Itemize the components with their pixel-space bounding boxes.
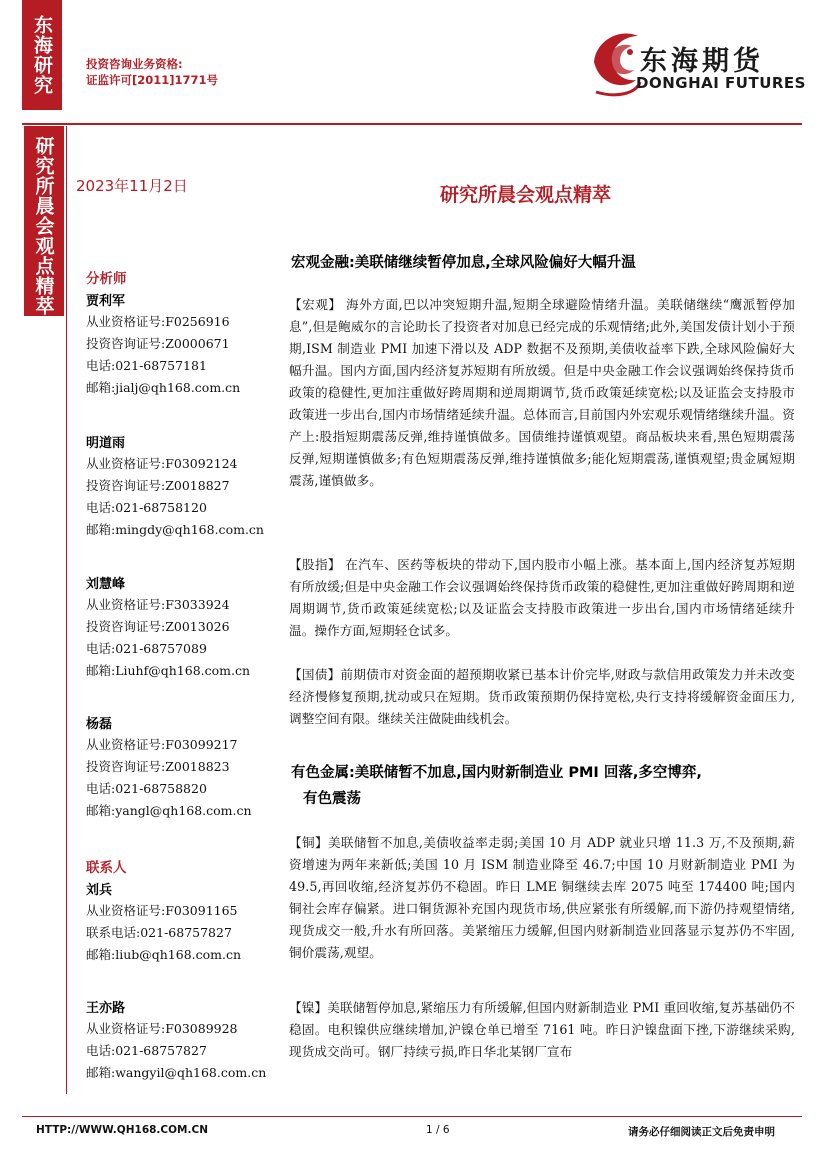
logo-chinese-name: 东海期货 [640,46,764,77]
paragraph-macro: 【宏观】 海外方面,巴以冲突短期升温,短期全球避险情绪升温。美联储继续“鹰派暂停加息”,但是鲍威尔的言论助长了投资者对加息已经完成的乐观情绪;此外,美国发债计划小于预期,ISM 制造业 PMI 加速下滑以及 ADP 数据不及预期,美债收益率下跌,全球风险偏好大幅升温。国内方面,国内经济复苏短期有所放缓。但是中央金融工作会议强调始终保持货币政策的稳健性,更加注重做好跨周期和逆周期调节,货币政策延续宽松;以及证监会支持股市政策进一步出台,国内市场情绪延续升温。总体而言,目前国内外宏观乐观情绪继续升温。资产上:股指短期震荡反弹,维持谨慎做多。国债维持谨慎观望。商品板块来看,黑色短期震荡反弹,短期谨慎做多;有色短期震荡反弹,维持谨慎做多;能化短期震荡,谨慎观望;贵金属短期震荡,谨慎做多。 [289,297,795,488]
section-heading-macro-finance: 宏观金融:美联储继续暂停加息,全球风险偏好大幅升温 [291,255,636,271]
analyst-phone: 电话:021-68758120 [86,500,207,515]
analyst-phone: 电话:021-68757181 [86,358,207,373]
section-heading-line-1: 有色金属:美联储暂不加息,国内财新制造业 PMI 回落,多空博弈, [291,765,702,781]
analyst-email[interactable]: 邮箱:jialj@qh168.com.cn [86,380,241,395]
analyst-card [86,713,252,822]
footer-disclaimer: 请务必仔细阅读正文后免责申明 [628,1126,775,1138]
report-vertical-title: 研究所晨会观点精萃 [24,126,64,316]
analyst-email[interactable]: 邮箱:Liuhf@qh168.com.cn [86,663,251,678]
qualification-line-1: 投资咨询业务资格: [86,57,183,71]
analyst-cert: 从业资格证号:F03099217 [86,737,238,752]
qualification-line-2: 证监许可[2011]1771号 [86,73,219,87]
paragraph-stock-index: 【股指】 在汽车、医药等板块的带动下,国内股市小幅上涨。基本面上,国内经济复苏短期有所放缓;但是中央金融工作会议强调始终保持货币政策的稳健性,更加注重做好跨周期和逆周期调节,货币政策延续宽松;以及证监会支持股市政策进一步出台,国内市场情绪延续升温。操作方面,短期轻仓试多。 [289,557,795,638]
footer-website-link[interactable]: HTTP://WWW.QH168.COM.CN [36,1124,208,1136]
section-heading-nonferrous [291,760,702,812]
contact-card [86,879,241,966]
analyst-email[interactable]: 邮箱:yangl@qh168.com.cn [86,803,252,818]
analyst-consult-cert: 投资咨询证号:Z0013026 [86,619,230,634]
contact-phone: 电话:021-68757827 [86,1043,207,1058]
paragraph-copper: 【铜】美联储暂不加息,美债收益率走弱;美国 10 月 ADP 就业只增 11.3 万,不及预期,薪资增速为两年来新低;美国 10 月 ISM 制造业降至 46.7;中国 10 月财新制造业 PMI 为 49.5,再回收缩,经济复苏仍不稳固。昨日 LME 铜继续去库 2075 吨至 174400 吨;国内铜社会库存偏紧。进口铜货源补充国内现货市场,供应紧张有所缓解,而下游仍持观望情绪,现货成交一般,升水有所回落。美紧缩压力缓解,但国内财新制造业回落显示复苏仍不牢固,铜价震荡,观望。 [289,835,795,960]
analyst-name: 明道雨 [86,436,126,451]
contact-cert: 从业资格证号:F03091165 [86,903,238,918]
analyst-consult-cert: 投资咨询证号:Z0018823 [86,759,230,774]
footer-page-number: 1 / 6 [426,1124,450,1136]
logo-english-name: DONGHAI FUTURES [636,74,806,92]
analyst-section-label: 分析师 [86,271,127,287]
contact-phone: 联系电话:021-68757827 [86,925,232,940]
report-date: 2023年11月2日 [76,177,188,195]
section-heading-line-2: 有色震荡 [303,791,361,807]
analyst-consult-cert: 投资咨询证号:Z0000671 [86,336,230,351]
analyst-name: 刘慧峰 [86,577,126,592]
header-divider [22,123,802,125]
contact-cert: 从业资格证号:F03089928 [86,1021,238,1036]
contact-name: 王亦路 [86,1001,126,1016]
analyst-card [86,573,250,682]
analyst-cert: 从业资格证号:F3033924 [86,597,230,612]
paragraph-nickel: 【镍】美联储暂停加息,紧缩压力有所缓解,但国内财新制造业 PMI 重回收缩,复苏基础仍不稳固。电积镍供应继续增加,沪镍仓单已增至 7161 吨。昨日沪镍盘面下挫,下游继续采购,现货成交尚可。钢厂持续亏损,昨日华北某钢厂宣布 [289,1000,795,1059]
analyst-card [86,290,240,399]
footer-divider [22,1116,802,1117]
analyst-email[interactable]: 邮箱:mingdy@qh168.com.cn [86,522,264,537]
analyst-phone: 电话:021-68757089 [86,641,207,656]
analyst-consult-cert: 投资咨询证号:Z0018827 [86,478,230,493]
contact-section-label: 联系人 [86,860,127,876]
corner-brand-tab: 东海研究 [22,0,62,110]
qualification-info [86,56,218,88]
analyst-name: 贾利军 [86,294,126,309]
paragraph-treasury-bond: 【国债】前期债市对资金面的超预期收紧已基本计价完毕,财政与款信用政策发力并未改变经济慢修复预期,扰动或只在短期。货币政策预期仍保持宽松,央行支持将缓解资金面压力,调整空间有限。继续关注做陡曲线机会。 [289,667,795,726]
analyst-cert: 从业资格证号:F0256916 [86,314,230,329]
analyst-name: 杨磊 [86,717,113,732]
sidebar-divider [66,126,67,1094]
analyst-card [86,432,264,541]
contact-card [86,997,266,1084]
page-title: 研究所晨会观点精萃 [440,184,612,206]
contact-name: 刘兵 [86,883,113,898]
contact-email[interactable]: 邮箱:liub@qh168.com.cn [86,947,242,962]
contact-email[interactable]: 邮箱:wangyil@qh168.com.cn [86,1065,267,1080]
analyst-cert: 从业资格证号:F03092124 [86,456,238,471]
analyst-phone: 电话:021-68758820 [86,781,207,796]
